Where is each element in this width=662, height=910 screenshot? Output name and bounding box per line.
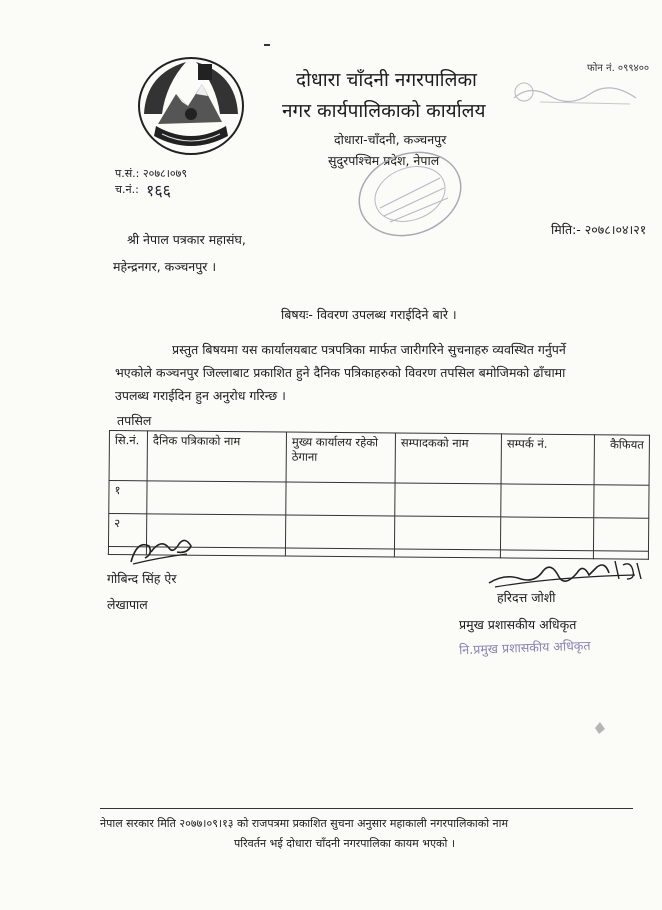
address-line-2: सुदुरपश्चिम प्रदेश, नेपाल bbox=[328, 153, 440, 168]
nepal-emblem-icon bbox=[136, 54, 246, 158]
cell bbox=[594, 485, 649, 518]
letter-subject: बिषयः- विवरण उपलब्ध गराईदिने बारे । bbox=[281, 307, 457, 322]
dispatch-number: १६६ bbox=[146, 181, 171, 200]
cell bbox=[286, 482, 395, 516]
header-editor-name: सम्पादकको नाम bbox=[395, 433, 501, 484]
footer-note bbox=[100, 814, 633, 854]
officer-name: हरिदत्त जोशी bbox=[497, 590, 556, 605]
accountant-signature-icon bbox=[127, 532, 197, 568]
table-header-row bbox=[109, 431, 649, 486]
letter-reference-number: प.सं.: २०७८।०७९ bbox=[115, 167, 188, 180]
cell bbox=[147, 481, 286, 515]
letter-date: मिति:- २०७८।०४।२१ bbox=[551, 222, 647, 237]
recipient-line-2: महेन्द्रनगर, कञ्चनपुर । bbox=[113, 259, 217, 274]
letter-body bbox=[115, 338, 655, 407]
office-name: दोधारा चाँदनी नगरपालिका bbox=[296, 69, 477, 91]
officer-stamp: नि.प्रमुख प्रशासकीय अधिकृत bbox=[458, 637, 591, 658]
header-office-address: मुख्य कार्यालय रहेको ठेगाना bbox=[286, 432, 395, 483]
office-seal-icon bbox=[350, 148, 470, 238]
footer-divider bbox=[100, 808, 633, 809]
details-label: तपसिल bbox=[117, 413, 152, 428]
officer-title: प्रमुख प्रशासकीय अधिकृत bbox=[459, 617, 577, 632]
office-subtitle: नगर कार्यपालिकाको कार्यालय bbox=[282, 100, 486, 122]
header-serial: सि.नं. bbox=[109, 431, 147, 481]
recipient-line-1: श्री नेपाल पत्रकार महासंघ, bbox=[127, 232, 246, 247]
header-contact-number: सम्पर्क नं. bbox=[501, 434, 594, 485]
cell bbox=[394, 516, 500, 550]
cell bbox=[285, 548, 394, 557]
cell bbox=[395, 483, 501, 517]
accountant-name: गोबिन्द सिंह ऐर bbox=[107, 571, 177, 586]
cell bbox=[285, 515, 394, 549]
header-newspaper-name: दैनिक पत्रिकाको नाम bbox=[147, 431, 286, 482]
phone-number: फोन नं. ०९९४०० bbox=[587, 63, 650, 74]
cell bbox=[593, 518, 648, 551]
dispatch-number-label: च.नं.: bbox=[115, 183, 139, 196]
address-line-1: दोधारा-चाँदनी, कञ्चनपुर bbox=[334, 132, 447, 147]
body-line-3: उपलब्ध गराईदिन हुन अनुरोध गरिन्छ । bbox=[115, 388, 286, 403]
table-row bbox=[109, 481, 649, 519]
header-remarks: कैफियत bbox=[594, 435, 649, 485]
received-stamp-icon bbox=[510, 78, 640, 112]
cell bbox=[501, 484, 594, 518]
ink-smudge-icon bbox=[592, 720, 608, 736]
cell bbox=[500, 517, 593, 551]
page-mark bbox=[264, 44, 270, 46]
body-line-2: भएकोले कञ्चनपुर जिल्लाबाट प्रकाशित हुने दैनिक पत्रिकाहरुको विवरण तपसिल बमोजिमको ढाँचामा bbox=[115, 365, 566, 380]
footer-line-2: परिवर्तन भई दोधारा चाँदनी नगरपालिका कायम भएको । bbox=[234, 837, 456, 850]
footer-line-1: नेपाल सरकार मिति २०७७।०९।१३ को राजपत्रमा प्रकाशित सुचना अनुसार महाकाली नगरपालिकाको नाम bbox=[100, 817, 509, 830]
accountant-title: लेखापाल bbox=[107, 597, 148, 612]
body-line-1: प्रस्तुत बिषयमा यस कार्यालयबाट पत्रपत्रिका मार्फत जारीगरिने सुचनाहरु व्यवस्थित गर्नुपर्ने bbox=[172, 342, 566, 357]
cell: १ bbox=[109, 481, 147, 514]
cell: २ bbox=[108, 513, 146, 546]
